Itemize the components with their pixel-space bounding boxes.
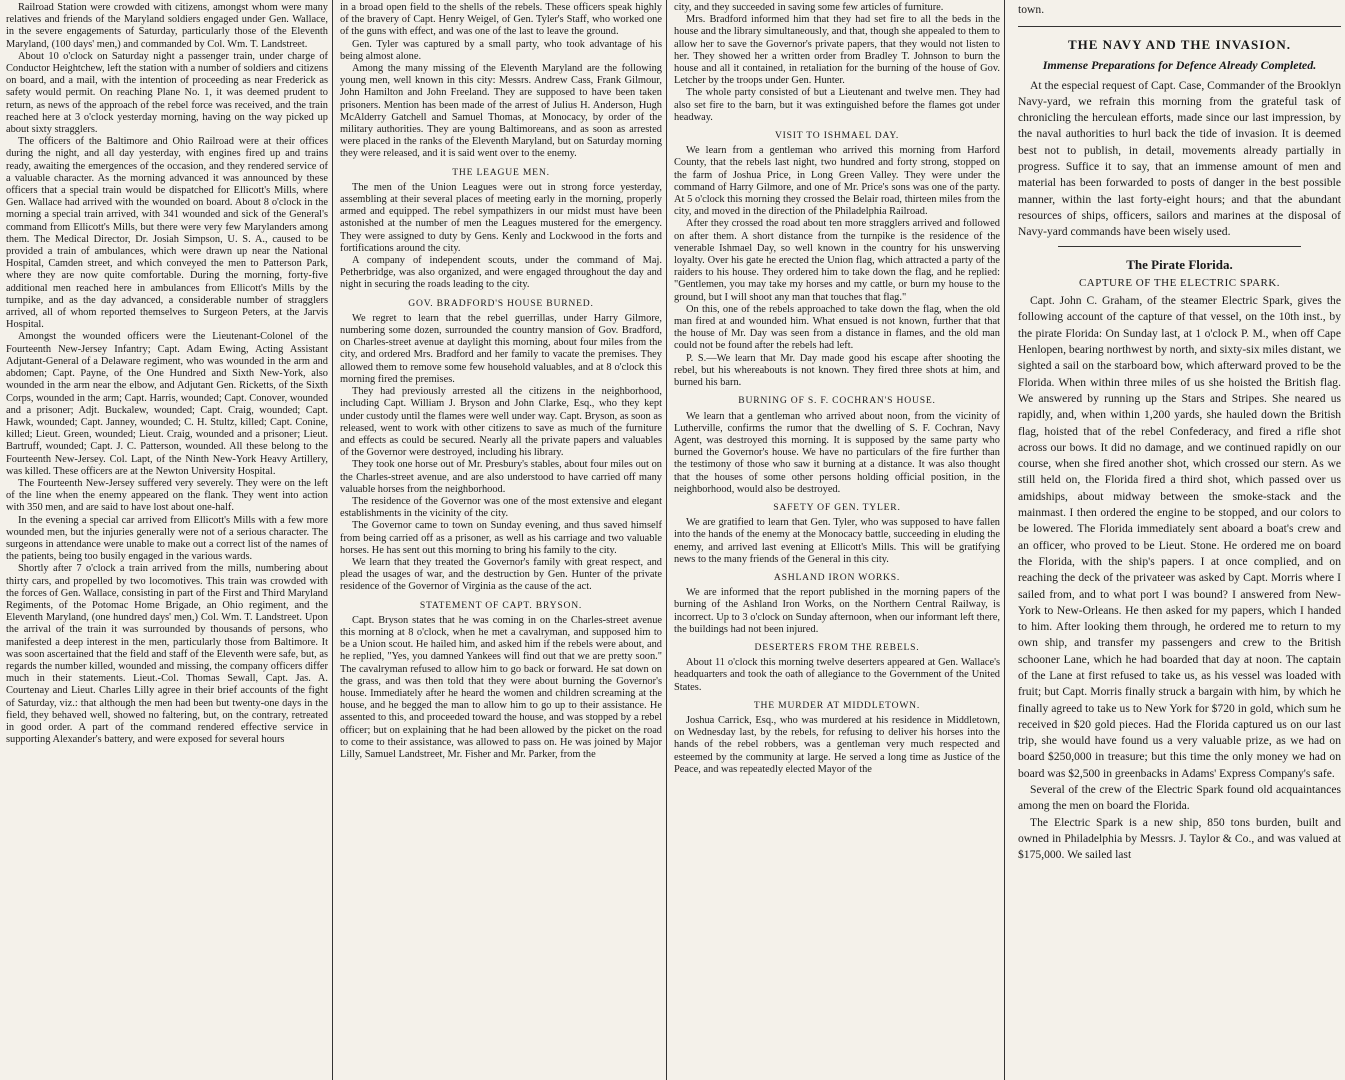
article-heading: Immense Preparations for Defence Already Completed. (1042, 57, 1317, 72)
article-paragraph: Shortly after 7 o'clock a train arrived from the mills, numbering about thirty cars, and propelled by two locomotives. This train was crowded with the forces of Gen. Wallace, consisting in part of the First and Third Maryland Regiments, of the Potomac Home Brigade, an Ohio regiment, and the Eleventh Maryland, (one hundred days' men,) Col. Wm. T. Landstreet. Upon the arrival of the train it was surrounded by thousands of persons, who manifested a deep interest in the men, particularly those from Baltimore. It was soon ascertained that the field and staff of the Eleventh were safe, but, as regards the number killed, wounded and missing, the company officers differ much in their statements. Lieut.-Col. Thomas Sewall, Capt. Jas. A. Courtenay and Lieut. Charles Lilly agree in their brief accounts of the fight of Saturday, viz.: that although the men had been but twenty-one days in the field, they behaved well, showed no faltering, but, on the contrary, retreated in good order. A part of the command rendered effective service in supporting Alexander's battery, and were exposed for several hours (6, 563, 328, 746)
column-rule (1004, 0, 1005, 1080)
article-paragraph: Amongst the wounded officers were the Lieutenant-Colonel of the Fourteenth New-Jersey Infantry; Capt. Adam Ewing, Acting Assistant Adjutant-General of a Delaware regiment, who was wounded in the arm and abdomen; Capt. Payne, of the One Hundred and Sixth New-York, also wounded in the arm near the elbow, and Adjutant Gen. Ricketts, of the Sixth Corps, wounded in the arm; Capt. Harris, wounded; Capt. Conover, wounded and a prisoner; Adjt. Buckalew, wounded; Capt. Craig, wounded; Capt. Hawk, wounded; Capt. Janney, wounded; C. H. Stultz, killed; Capt. Conine, killed; Lieut. Green, wounded; Lieut. Craig, wounded and a prisoner; Lieut. Bartruff, wounded; Capt. J. C. Patterson, wounded. All these belong to the Fourteenth New-Jersey. Col. Lapt, of the Ninth New-York Heavy Artillery, was killed. These officers are at the Newton University Hospital. (6, 331, 328, 477)
article-heading: STATEMENT OF CAPT. BRYSON. (419, 599, 583, 611)
article-heading: The Pirate Florida. (1126, 256, 1233, 272)
article-paragraph: Gen. Tyler was captured by a small party, who took advantage of his being almost alone. (340, 38, 662, 62)
article-paragraph: Capt. Bryson states that he was coming in on the Charles-street avenue this morning at 8 o'clock, when he met a cavalryman, and supposed him to be a Union scout. He hailed him, and asked him if the rebels were about, and he replied, "Yes, you damned Yankees will find out that we are pretty soon." The cavalryman refused to allow him to go back or forward. He sat down on the grass, and was then told that they were about burning the Governor's house. Immediately after he heard the women and children screaming at the house, and he begged the man to allow him to go up to their assistance. He assented to this, and proceeded toward the house, and was stopped by a rebel officer; but on explaining that he had been allowed by the picket on the road to come to their assistance, was allowed to pass on. He was joined by Major Lilly, Samuel Landstreet, Mr. Fisher and Mr. Parker, from the (340, 614, 662, 760)
article-paragraph: We are informed that the report published in the morning papers of the burning of the Ashland Iron Works, on the Northern Central Railway, is incorrect. Up to 3 o'clock on Sunday afternoon, when our informant left there, the buildings had not been injured. (674, 587, 1000, 635)
article-heading: THE MURDER AT MIDDLETOWN. (753, 699, 921, 711)
article-heading: ASHLAND IRON WORKS. (773, 571, 901, 583)
article-paragraph: Several of the crew of the Electric Spark found old acquaintances among the men on board the Florida. (1018, 783, 1341, 813)
article-heading: VISIT TO ISHMAEL DAY. (774, 130, 900, 142)
article-paragraph: After they crossed the road about ten more stragglers arrived and followed on after them. A short distance from the turnpike is the residence of the venerable Ishmael Day, so well known in the country for his unswerving loyalty. Over his gate he erected the Union flag, which attracted a party of the raiders to his house. They ordered him to take down the flag, and he replied: "Gentlemen, you may take my horses and my cattle, or burn my house to the ground, but I will shoot any man that touches that flag." (674, 218, 1000, 303)
article-paragraph: About 11 o'clock this morning twelve deserters appeared at Gen. Wallace's headquarters and took the oath of allegiance to the Government of the United States. (674, 657, 1000, 693)
article-paragraph: city, and they succeeded in saving some few articles of furniture. (674, 2, 944, 13)
article-heading: CAPTURE OF THE ELECTRIC SPARK. (1078, 276, 1281, 289)
column-rule (332, 0, 333, 1080)
article-paragraph: Mrs. Bradford informed him that they had set fire to all the beds in the house and the library simultaneously, and that, though she appealed to them to allow her to save the Governor's private papers, that they would not listen to her. They showed her a written order from Bradley T. Johnson to burn the house and all it contained, in retaliation for the burning of the house of Gov. Letcher by the troops under Gen. Hunter. (674, 14, 1000, 87)
article-paragraph: We learn from a gentleman who arrived this morning from Harford County, that the rebels last night, two hundred and forty strong, stopped on the farm of Joshua Price, in Long Green Valley. They were under the command of Harry Gilmore, and one of Mr. Price's sons was one of the party. At 5 o'clock this morning they crossed the Belair road, thirteen miles from the city, and moved in the direction of the Philadelphia Railroad. (674, 145, 1000, 218)
article-heading: THE NAVY AND THE INVASION. (1067, 37, 1292, 53)
article-paragraph: We are gratified to learn that Gen. Tyler, who was supposed to have fallen into the hands of the enemy at the Monocacy battle, succeeding in eluding the enemy, and arrived last evening at Ellicott's Mills. This will be gratifying news to the many friends of the General in this city. (674, 517, 1000, 565)
article-paragraph: We learn that they treated the Governor's family with great respect, and plead the usages of war, and the destruction by Gen. Hunter of the private residence of the Governor of Virginia as the cause of the act. (340, 556, 662, 593)
article-paragraph: About 10 o'clock on Saturday night a passenger train, under charge of Conductor Heightchew, left the station with a number of soldiers and citizens on board, and a mail, with the intention of proceeding as near Frederick as safety would permit. On reaching Plane No. 1, it was deemed prudent to return, as news of the approach of the rebel force was received, and the train reached here at 3 o'clock yesterday morning, having on the way picked up about sixty stragglers. (6, 50, 328, 136)
article-paragraph: Among the many missing of the Eleventh Maryland are the following young men, well known in this city: Messrs. Andrew Cass, Frank Gilmour, John Hamilton and John Freeland. They are supposed to have been taken prisoners. Mention has been made of the arrest of Julius H. Anderson, Hugh McAlderry Gatchell and Samuel Thomas, at Monocacy, by order of the military authorities. They are young Baltimoreans, and as soon as arrested were placed in the ranks of the Eleventh Maryland, but on Saturday morning they were released, and it is said went over to the enemy. (340, 63, 662, 160)
article-paragraph: At the especial request of Capt. Case, Commander of the Brooklyn Navy-yard, we refrain this morning from the grateful task of chronicling the herculean efforts, made since our last impression, by the naval authorities to hurl back the tide of invasion. It is deemed best not to publish, in detail, movements already partially in progress. Suffice it to say, that an immense amount of men and material has been forwarded to posts of danger in the best possible manner, within the last forty-eight hours; and that the abundant resources of ships, officers, sailors and marines at the disposal of Navy-yard commands have been wisely used. (1018, 78, 1341, 239)
article-paragraph: P. S.—We learn that Mr. Day made good his escape after shooting the rebel, but his whereabouts is not known. They fired three shots at him, and burned his barn. (674, 352, 1000, 389)
article-heading: GOV. BRADFORD'S HOUSE BURNED. (408, 297, 594, 309)
article-paragraph: The whole party consisted of but a Lieutenant and twelve men. They had also set fire to the barn, but it was extinguished before the flames got under headway. (674, 87, 1000, 123)
article-paragraph: The men of the Union Leagues were out in strong force yesterday, assembling at their several places of meeting early in the morning, properly armed and equipped. The rebel sympathizers in our midst must have been astonished at the number of men the Leagues mustered for the emergency. They were assigned to duty by Gens. Kenly and Lockwood in the forts and fortifications around the city. (340, 181, 662, 254)
article-heading: SAFETY OF GEN. TYLER. (773, 501, 901, 513)
article-paragraph: Capt. John C. Graham, of the steamer Electric Spark, gives the following account of the capture of that vessel, on the 10th inst., by the pirate Florida: On Sunday last, at 1 o'clock P. M., when off Cape Henlopen, bearing northwest by north, and sixty-six miles distant, we sighted a sail on the starboard bow, which afterward proved to be the Florida. When within three miles of us she hoisted the British flag. We answered by running up the Stars and Stripes. She neared us rapidly, and, when within 1,200 yards, she hauled down the British flag, hoisted that of the rebel Confederacy, and fired a rifle shot across our bows. It did no damage, and we continued rapidly on our course, when she fired another shot, which crossed our stern. As we still held on, the Florida fired a third shot, which passed over us amidships, about midway between the smoke-stack and the mainmast. I then ordered the engine to be stopped, and our colors to be lowered. The Florida immediately sent aboard a boat's crew and an officer, who proved to be Lieut. Stone. He ordered me on board the Florida, with the ship's papers. I at once complied, and on reaching the deck of the privateer was asked by Capt. Morris where I sailed from, and to what port I was bound? I answered from New-York to New-Orleans. He then asked for my papers, which I handed to him. After looking them through, he ordered me to return to my own ship, and transfer my passengers and crew to the British schooner Lane, which he had boarded that day at noon. The captain of the Lane at first refused to take us, as his vessel was loaded with fruit; but Capt. Morris finally struck a bargain with him, by which he finally agreed to take us to New York for $720 in gold, which sum he received in $20 gold pieces. Had the Florida captured us on our last trip, she would have found us a very valuable prize, as we had on board $250,000 in treasure; but this time the only money we had on board was $2,500 in greenbacks in Adams' Express Company's safe. (1018, 294, 1341, 780)
column-3 (668, 0, 1004, 1080)
article-paragraph: In the evening a special car arrived from Ellicott's Mills with a few more wounded men, but the injuries generally were not of a serious character. The surgeons in attendance were unable to make out a correct list of the names of the patients, being too busily engaged in the various wards. (6, 514, 328, 563)
article-paragraph: We regret to learn that the rebel guerrillas, under Harry Gilmore, numbering some dozen, surrounded the country mansion of Gov. Bradford, on Charles-street avenue at daylight this morning, about four miles from the city, and ordered Mrs. Bradford and her family to vacate the premises. They allowed them to remove some few household valuables, and at 8 o'clock this morning fired the premises. (340, 312, 662, 385)
article-paragraph: They had previously arrested all the citizens in the neighborhood, including Capt. William J. Bryson and John Clarke, Esq., who they kept under custody until the flames were well under way. Capt. Bryson, as soon as released, went to work with other citizens to save as much of the furniture and effects as could be secured. Nearly all the private papers and valuables of the Governor were destroyed, including his library. (340, 386, 662, 459)
article-paragraph: Railroad Station were crowded with citizens, amongst whom were many relatives and friends of the Maryland soldiers engaged under Gen. Wallace, in the severe engagements of Saturday, particularly those of the Eleventh Maryland, (100 days' men,) and commanded by Col. Wm. T. Landstreet. (6, 2, 328, 50)
column-1 (0, 0, 332, 1080)
article-paragraph: The Electric Spark is a new ship, 850 tons burden, built and owned in Philadelphia by Messrs. J. Taylor & Co., and was valued at $175,000. We sailed last (1018, 815, 1341, 862)
article-paragraph: We learn that a gentleman who arrived about noon, from the vicinity of Lutherville, confirms the rumor that the dwelling of S. F. Cochran, Navy Agent, was destroyed this morning. It is supposed by the same party who burned the Governor's house. We have no particulars of the fire further than the testimony of those who saw it burning at a distance. It was also thought that the houses of some other persons holding official position, in the neighborhood, would also be destroyed. (674, 410, 1000, 495)
article-paragraph: On this, one of the rebels approached to take down the flag, when the old man fired at and wounded him. What ensued is not known, further that that the house of Mr. Day was seen from a distance in flames, and the old man could not be found after the rebels had left. (674, 303, 1000, 352)
section-divider (1058, 246, 1301, 247)
article-paragraph: Joshua Carrick, Esq., who was murdered at his residence in Middletown, on Wednesday last, by the rebels, for refusing to deliver his horses into the hands of the rebel robbers, was a gentleman very much respected and esteemed by the community at large. He served a long time as Justice of the Peace, and was repeatedly elected Mayor of the (674, 714, 1000, 775)
column-rule (666, 0, 667, 1080)
article-heading: DESERTERS FROM THE REBELS. (754, 641, 920, 653)
article-heading: THE LEAGUE MEN. (452, 166, 550, 178)
article-paragraph: A company of independent scouts, under the command of Maj. Petherbridge, was also organized, and were engaged throughout the day and night in securing the roads leading to the city. (340, 255, 662, 291)
article-heading: BURNING OF S. F. COCHRAN'S HOUSE. (738, 395, 936, 407)
section-divider (1018, 26, 1341, 27)
article-paragraph: The officers of the Baltimore and Ohio Railroad were at their offices during the night, and all day yesterday, with engines fired up and trains ready, awaiting the emergences of the occasion, and they rendered service of a valuable character. As the morning advanced it was announced by these officers that a special train would be dispatched for Ellicott's Mills, where Gen. Wallace had arrived with the wounded on board. About 8 o'clock in the morning a special train arrived, with 341 wounded and sick of the General's command from Ellicott's Mills, but there were very few Marylanders among them. The Medical Director, Dr. Josiah Simpson, U. S. A., caused to be provided a train of ambulances, which were drawn up near the National Hospital, Camden street, and which conveyed the men to Patterson Park, where they are now quite comfortable. During the morning, forty-five additional men reached here in ambulances from Ellicott's Mills by the turnpike, and as the day advanced, a considerable number of stragglers arrived, all of whom reported themselves to Surgeon Peters, at the Jarvis Hospital. (6, 136, 328, 331)
article-paragraph: town. (1018, 3, 1045, 16)
column-2 (334, 0, 666, 1080)
column-4 (1008, 0, 1345, 1080)
article-paragraph: The Fourteenth New-Jersey suffered very severely. They were on the left of the line when the enemy appeared on the flank. They went into action with 350 men, and are said to have lost about one-half. (6, 477, 328, 514)
article-paragraph: They took one horse out of Mr. Presbury's stables, about four miles out on the Charles-street avenue, and are also understood to have carried off many valuable horses from the neighborhood. (340, 459, 662, 495)
article-paragraph: in a broad open field to the shells of the rebels. These officers speak highly of the bravery of Capt. Henry Weigel, of Gen. Tyler's Staff, who worked one of the guns with effect, and was one of the last to leave the ground. (340, 2, 662, 38)
article-paragraph: The Governor came to town on Sunday evening, and thus saved himself from being carried off as a prisoner, as well as his carriage and two valuable horses. He has sent out this morning to bring his family to the city. (340, 520, 662, 556)
article-paragraph: The residence of the Governor was one of the most extensive and elegant establishments in the vicinity of the city. (340, 495, 662, 520)
